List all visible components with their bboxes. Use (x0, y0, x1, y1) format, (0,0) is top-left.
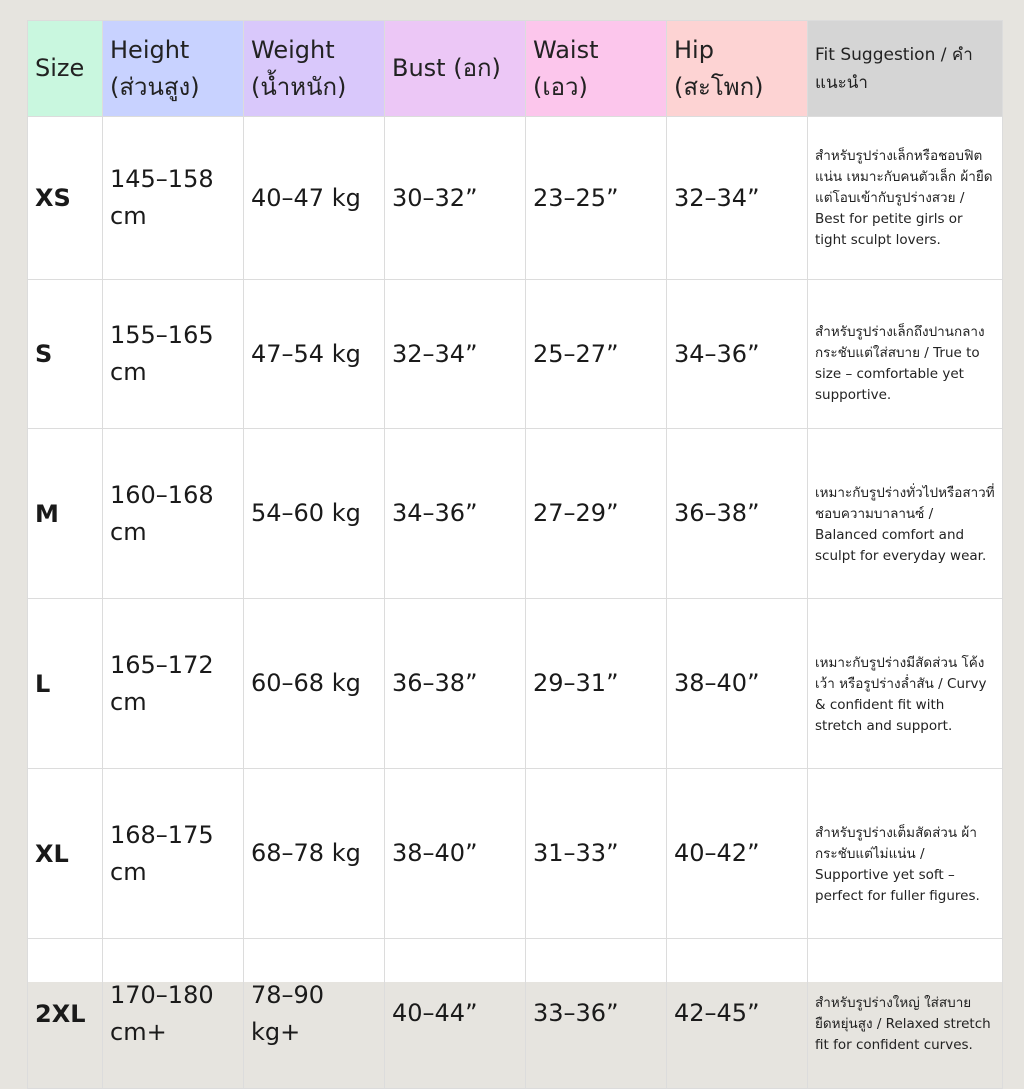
waist-cell: 25–27” (526, 280, 667, 429)
bust-cell: 34–36” (385, 429, 526, 599)
header-size: Size (28, 21, 103, 117)
weight-cell (244, 429, 385, 599)
size-cell: XS (28, 117, 103, 280)
height-cell (103, 429, 244, 599)
height-unit: cm (110, 358, 147, 386)
weight-cell (244, 599, 385, 769)
fit-suggestion-cell: เหมาะกับรูปร่างมีสัดส่วน โค้งเว้า หรือรูปร่างล่ำสัน / Curvy & confident fit with stretch and support. (808, 599, 1003, 769)
height-value: 160–168 (110, 480, 214, 509)
hip-cell: 36–38” (667, 429, 808, 599)
waist-cell: 29–31” (526, 599, 667, 769)
bust-cell: 32–34” (385, 280, 526, 429)
header-hip (667, 21, 808, 117)
height-cell (103, 769, 244, 939)
size-cell: L (28, 599, 103, 769)
header-bust: Bust (อก) (385, 21, 526, 117)
weight-cell (244, 769, 385, 939)
header-waist-label: Waist (533, 35, 599, 64)
weight-value: 47–54 kg (251, 339, 361, 368)
hip-cell: 42–45” (667, 939, 808, 1089)
header-hip-label: Hip (674, 35, 714, 64)
size-cell: S (28, 280, 103, 429)
weight-cell (244, 117, 385, 280)
table-row (28, 280, 1003, 429)
height-unit: cm+ (110, 1017, 167, 1046)
size-cell: M (28, 429, 103, 599)
bust-cell: 30–32” (385, 117, 526, 280)
weight-value: 78–90 (251, 980, 325, 1009)
fit-suggestion-cell: สำหรับรูปร่างเล็กหรือชอบฟิตแน่น เหมาะกับคนตัวเล็ก ผ้ายืดแต่โอบเข้ากับรูปร่างสวย / Best for petite girls or tight sculpt lovers. (808, 117, 1003, 280)
waist-cell: 27–29” (526, 429, 667, 599)
weight-value: 40–47 kg (251, 183, 361, 212)
weight-unit: kg+ (251, 1017, 301, 1046)
weight-value: 60–68 kg (251, 669, 361, 697)
table-row (28, 599, 1003, 769)
header-waist (526, 21, 667, 117)
fit-suggestion-cell: สำหรับรูปร่างเล็กถึงปานกลาง กระชับแต่ใส่สบาย / True to size – comfortable yet supportive. (808, 280, 1003, 429)
waist-cell: 31–33” (526, 769, 667, 939)
fit-suggestion-cell: เหมาะกับรูปร่างทั่วไปหรือสาวที่ชอบความบาลานซ์ / Balanced comfort and sculpt for everyday wear. (808, 429, 1003, 599)
header-height-thai: (ส่วนสูง) (110, 72, 200, 101)
height-value: 170–180 (110, 980, 214, 1009)
fit-suggestion-cell: สำหรับรูปร่างเต็มสัดส่วน ผ้ากระชับแต่ไม่แน่น / Supportive yet soft – perfect for fuller figures. (808, 769, 1003, 939)
header-weight-thai: (น้ำหนัก) (251, 72, 347, 101)
height-value: 145–158 (110, 165, 214, 193)
hip-cell: 34–36” (667, 280, 808, 429)
height-unit: cm (110, 202, 147, 230)
fit-suggestion-cell: สำหรับรูปร่างใหญ่ ใส่สบาย ยืดหยุ่นสูง / Relaxed stretch fit for confident curves. (808, 939, 1003, 1089)
height-value: 155–165 (110, 321, 214, 349)
header-weight (244, 21, 385, 117)
table-row (28, 117, 1003, 280)
header-height (103, 21, 244, 117)
height-unit: cm (110, 687, 147, 716)
weight-cell (244, 939, 385, 1089)
hip-cell: 32–34” (667, 117, 808, 280)
weight-value: 54–60 kg (251, 499, 361, 527)
bust-cell: 36–38” (385, 599, 526, 769)
height-cell (103, 939, 244, 1089)
hip-cell: 40–42” (667, 769, 808, 939)
header-weight-label: Weight (251, 35, 335, 64)
height-value: 165–172 (110, 650, 214, 679)
size-cell: XL (28, 769, 103, 939)
height-unit: cm (110, 857, 147, 886)
height-cell (103, 117, 244, 280)
bust-cell: 38–40” (385, 769, 526, 939)
table-row (28, 939, 1003, 1089)
height-cell (103, 599, 244, 769)
bust-cell: 40–44” (385, 939, 526, 1089)
hip-cell: 38–40” (667, 599, 808, 769)
header-waist-thai: (เอว) (533, 72, 588, 101)
height-cell (103, 280, 244, 429)
header-hip-thai: (สะโพก) (674, 72, 764, 101)
size-chart-table (27, 20, 1003, 1089)
height-value: 168–175 (110, 820, 214, 849)
header-row (28, 21, 1003, 117)
size-cell: 2XL (28, 939, 103, 1089)
weight-value: 68–78 kg (251, 839, 361, 867)
header-fit-suggestion: Fit Suggestion / คำแนะนำ (808, 21, 1003, 117)
height-unit: cm (110, 517, 147, 546)
weight-cell (244, 280, 385, 429)
table-row (28, 429, 1003, 599)
size-chart (27, 20, 1002, 1053)
waist-cell: 33–36” (526, 939, 667, 1089)
table-row (28, 769, 1003, 939)
header-height-label: Height (110, 35, 190, 64)
waist-cell: 23–25” (526, 117, 667, 280)
